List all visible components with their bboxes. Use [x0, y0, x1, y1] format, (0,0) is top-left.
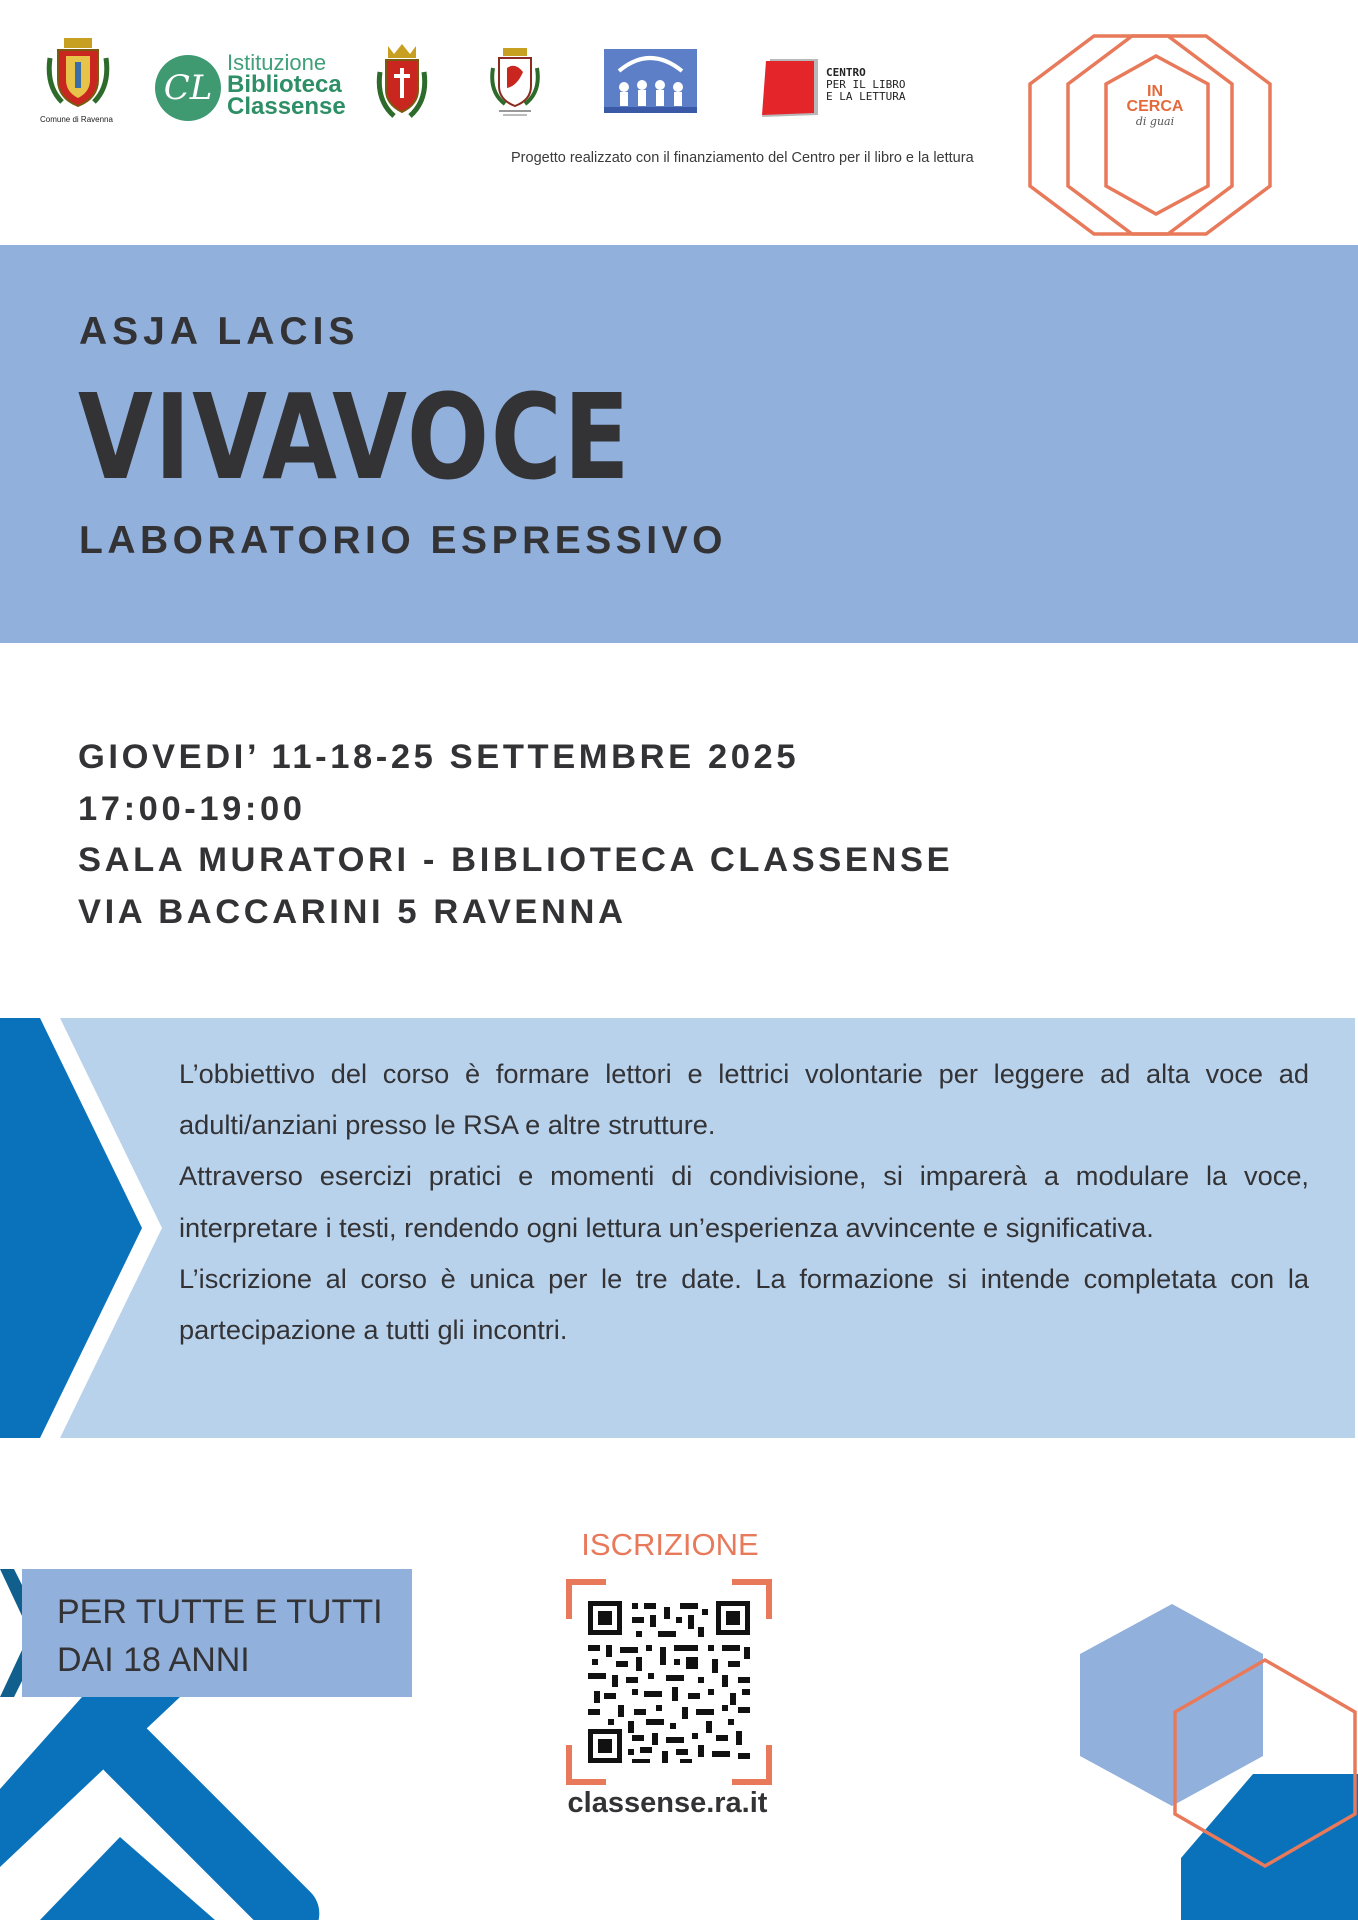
event-title: VIVAVOCE [78, 368, 632, 506]
comune-ravenna-caption: Comune di Ravenna [40, 115, 113, 124]
description-paragraph-3: L’iscrizione al corso è unica per le tre date. La formazione si intende completata con la partecipazione a tutti gli incontri. [179, 1262, 1309, 1346]
registration-qr-code[interactable] [566, 1579, 772, 1785]
biblioteca-classense-logo [227, 52, 346, 118]
children-illustration-icon [604, 49, 697, 113]
biblioteca-logo-line3: Classense [227, 93, 346, 120]
biblioteca-logo-line2: Biblioteca [227, 71, 342, 98]
incerca-line1: IN [1147, 83, 1163, 100]
registration-label: ISCRIZIONE [581, 1527, 759, 1562]
event-details [78, 732, 953, 938]
biblioteca-classense-monogram-icon: CL [155, 55, 221, 121]
event-address: VIA BACCARINI 5 RAVENNA [78, 892, 627, 931]
in-cerca-logo-text [1110, 84, 1200, 129]
in-cerca-hexagon-logo-icon [1020, 28, 1290, 243]
author-name: ASJA LACIS [79, 310, 360, 353]
incerca-line3: di guai [1135, 115, 1175, 128]
audience-label [57, 1588, 383, 1684]
audience-line2: DAI 18 ANNI [57, 1641, 250, 1679]
description-paragraph-1: L’obbiettivo del corso è formare lettori e lettrici volontarie per leggere ad alta voce ad adulti/anziani presso le RSA e altre strutture. [179, 1058, 1309, 1141]
centro-line1: CENTRO [826, 66, 866, 79]
event-dates: GIOVEDI’ 11-18-25 SETTEMBRE 2025 [78, 738, 800, 776]
centro-line2: PER IL LIBRO [826, 78, 906, 91]
event-venue: SALA MURATORI - BIBLIOTECA CLASSENSE [78, 841, 954, 879]
description-paragraph-2: Attraverso esercizi pratici e momenti di condivisione, si imparerà a modulare la voce, interpretare i testi, rendendo ogni lettura un’esperienza avvincente e significativa. [179, 1160, 1309, 1243]
funding-credit: Progetto realizzato con il finanziamento del Centro per il libro e la lettura [511, 150, 974, 166]
decorative-blue-stripes [0, 1697, 380, 1920]
audience-line1: PER TUTTE E TUTTI [57, 1593, 383, 1631]
centro-libro-lettura-logo-icon [762, 57, 818, 119]
website-link[interactable]: classense.ra.it [567, 1787, 768, 1819]
comune-faenza-crest-icon [487, 46, 543, 120]
municipal-crest-icon [374, 42, 430, 122]
centro-line3: E LA LETTURA [826, 90, 906, 103]
incerca-line2: CERCA [1126, 98, 1184, 115]
event-subtitle: LABORATORIO ESPRESSIVO [79, 519, 727, 562]
centro-libro-lettura-text [826, 67, 905, 103]
comune-ravenna-crest-icon [44, 36, 112, 116]
event-time: 17:00-19:00 [78, 789, 306, 828]
decorative-hexagons [1075, 1600, 1358, 1920]
biblioteca-logo-line1: Istituzione [227, 50, 327, 75]
course-description [179, 1048, 1309, 1355]
